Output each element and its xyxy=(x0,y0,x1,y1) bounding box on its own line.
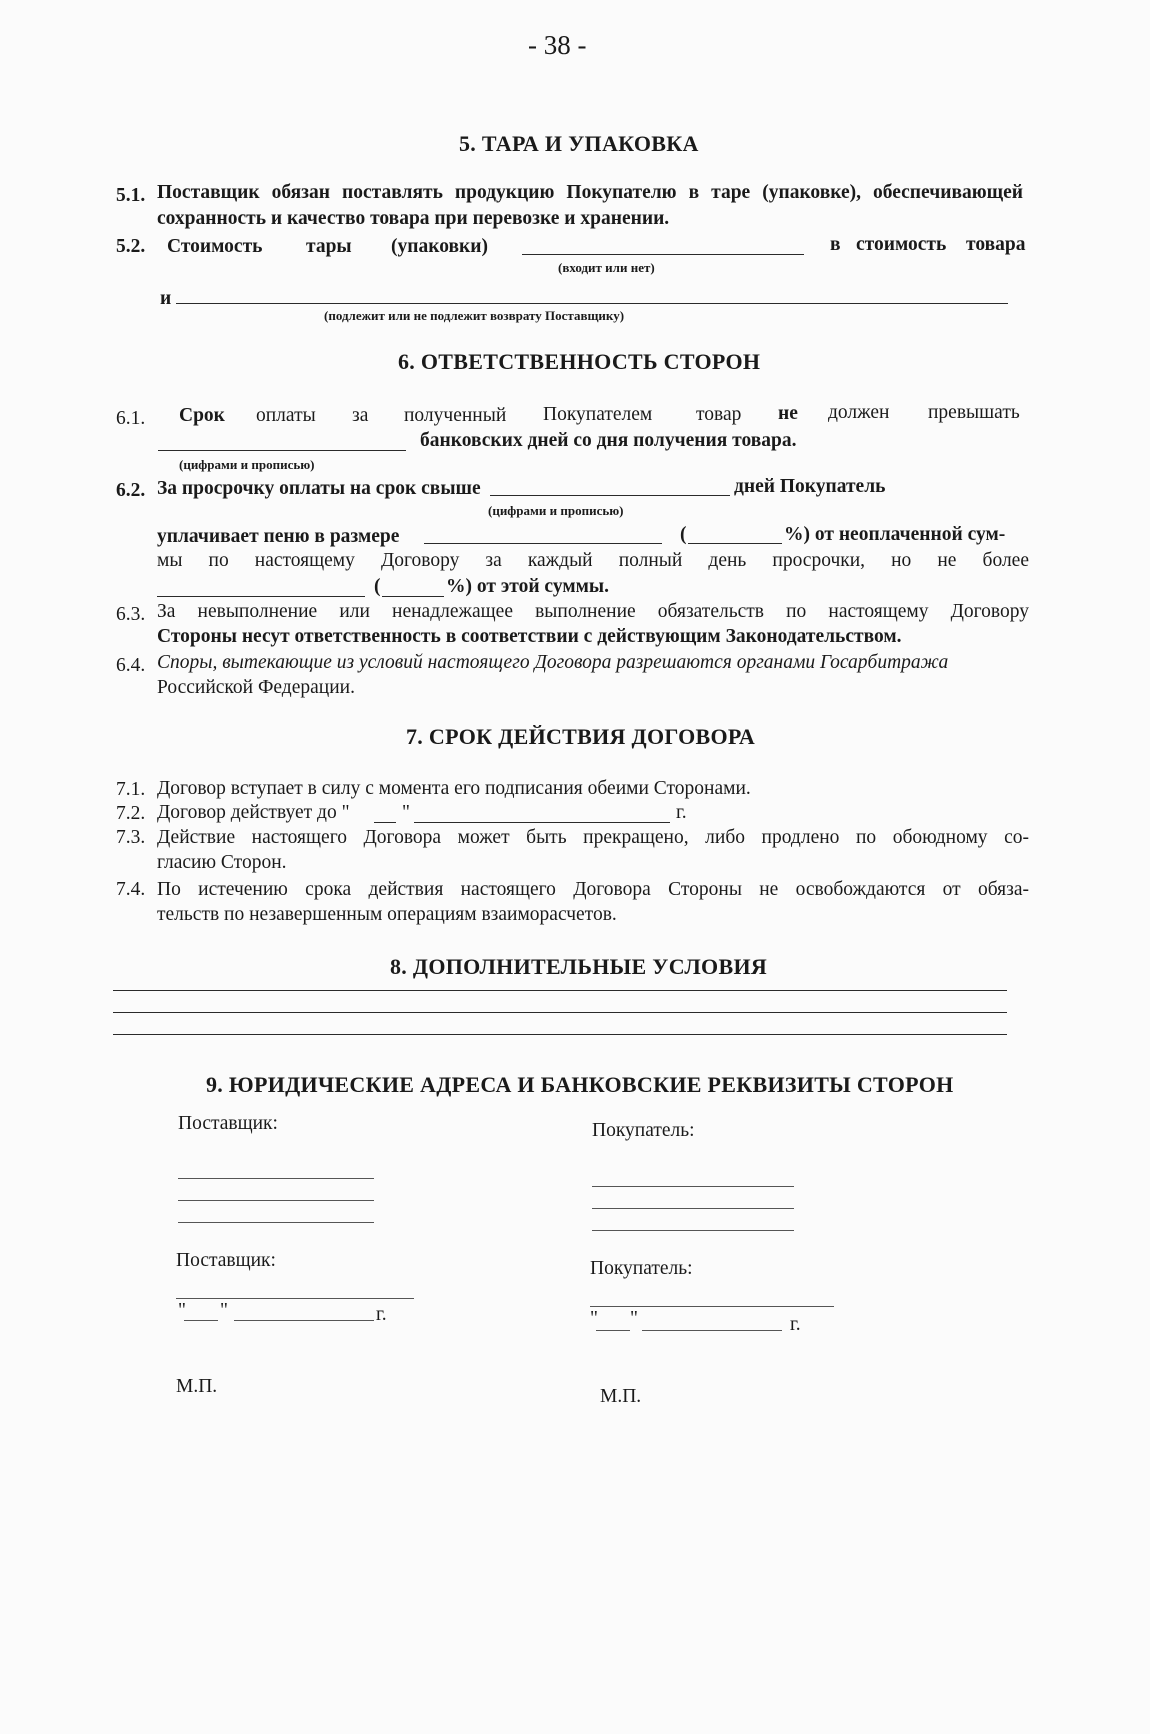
clause-5-1-line1: Поставщик обязан поставлять продукцию Покупателю в таре (упаковке), обеспечивающей xyxy=(157,182,1023,203)
supplier-stamp-label: М.П. xyxy=(176,1376,218,1397)
additional-terms-line-2[interactable] xyxy=(113,1012,1007,1013)
clause-6-3-number: 6.3. xyxy=(116,604,146,625)
buyer-date-quote-open: " xyxy=(590,1308,598,1329)
buyer-address-line-2[interactable] xyxy=(592,1208,794,1209)
clause-5-2-number: 5.2. xyxy=(116,236,146,257)
clause-6-2-number: 6.2. xyxy=(116,480,146,501)
clause-6-1-line2: банковских дней со дня получения товара. xyxy=(420,430,797,451)
supplier-signature-label: Поставщик: xyxy=(176,1250,276,1271)
clause-6-3-line2: Стороны несут ответственность в соответствии с действующим Законодательством. xyxy=(157,626,902,647)
supplier-date-year: г. xyxy=(376,1304,387,1325)
clause-6-1-word-6: товар xyxy=(696,404,742,425)
clause-7-3-line1: Действие настоящего Договора может быть прекращено, либо продлено по обоюдному со- xyxy=(157,827,1029,848)
clause-7-2-blank-day[interactable] xyxy=(374,822,396,823)
supplier-address-line-3[interactable] xyxy=(178,1222,374,1223)
clause-6-2-blank-days[interactable] xyxy=(490,495,730,496)
buyer-date-year: г. xyxy=(790,1314,801,1335)
additional-terms-line-1[interactable] xyxy=(113,990,1007,991)
supplier-label: Поставщик: xyxy=(178,1113,278,1134)
clause-7-2-quote-close: " xyxy=(402,802,410,823)
section-8-title: 8. ДОПОЛНИТЕЛЬНЫЕ УСЛОВИЯ xyxy=(390,954,768,979)
clause-6-2-blank-percent[interactable] xyxy=(688,543,782,544)
clause-7-2-number: 7.2. xyxy=(116,803,146,824)
clause-5-2-and: и xyxy=(160,288,172,309)
section-6-title: 6. ОТВЕТСТВЕННОСТЬ СТОРОН xyxy=(398,349,761,374)
clause-6-4-line1: Споры, вытекающие из условий настоящего Договора разрешаются органами Госарбитража xyxy=(157,652,949,673)
clause-6-1-word-9: превышать xyxy=(928,402,1020,423)
page-number: - 38 - xyxy=(528,30,587,60)
clause-6-2-line1: За просрочку оплаты на срок свыше xyxy=(157,478,481,499)
clause-5-2-word-cost: Стоимость xyxy=(167,236,263,257)
clause-7-3-line2: гласию Сторон. xyxy=(157,852,287,873)
clause-6-2-paren-open: ( xyxy=(680,524,687,545)
clause-6-2-line1-end: дней Покупатель xyxy=(734,476,886,497)
clause-5-2-word-price: стоимость xyxy=(856,234,947,255)
clause-6-2-paren-open-2: ( xyxy=(374,576,381,597)
clause-5-2-word-package: (упаковки) xyxy=(391,236,488,257)
clause-7-2-year-suffix: г. xyxy=(676,802,687,823)
additional-terms-line-3[interactable] xyxy=(113,1034,1007,1035)
clause-6-1-word-2: оплаты xyxy=(256,405,316,426)
buyer-address-line-1[interactable] xyxy=(592,1186,794,1187)
buyer-signature-line[interactable] xyxy=(590,1306,834,1307)
buyer-stamp-label: М.П. xyxy=(600,1386,642,1407)
clause-6-1-number: 6.1. xyxy=(116,408,146,429)
supplier-address-line-1[interactable] xyxy=(178,1178,374,1179)
clause-6-1-word-1: Срок xyxy=(179,405,225,426)
clause-6-4-line2: Российской Федерации. xyxy=(157,677,355,698)
clause-6-2-line2-end: %) от неоплаченной сум- xyxy=(784,524,1006,545)
clause-7-1-number: 7.1. xyxy=(116,779,146,800)
clause-6-2-note: (цифрами и прописью) xyxy=(488,503,624,518)
clause-7-4-line2: тельств по незавершенным операциям взаиморасчетов. xyxy=(157,904,617,925)
section-7-title: 7. СРОК ДЕЙСТВИЯ ДОГОВОРА xyxy=(406,724,756,749)
supplier-signature-line[interactable] xyxy=(176,1298,414,1299)
clause-6-2-blank-max-percent[interactable] xyxy=(382,596,444,597)
clause-6-4-number: 6.4. xyxy=(116,655,146,676)
clause-6-1-blank-days[interactable] xyxy=(158,450,406,451)
supplier-address-line-2[interactable] xyxy=(178,1200,374,1201)
clause-6-1-word-8: должен xyxy=(828,402,890,423)
clause-5-2-blank-return[interactable] xyxy=(176,303,1008,304)
clause-5-2-blank-included[interactable] xyxy=(522,254,804,255)
supplier-date-month[interactable] xyxy=(234,1320,374,1321)
supplier-date-quote-open: " xyxy=(178,1300,186,1321)
clause-7-2-text: Договор действует до " xyxy=(157,802,350,823)
clause-5-2-note-included: (входит или нет) xyxy=(558,260,655,275)
clause-7-4-number: 7.4. xyxy=(116,879,146,900)
clause-6-1-word-7: не xyxy=(778,403,798,424)
clause-6-2-blank-penalty[interactable] xyxy=(424,543,662,544)
buyer-address-line-3[interactable] xyxy=(592,1230,794,1231)
clause-5-1-line2: сохранность и качество товара при перевозке и хранении. xyxy=(157,208,670,229)
clause-5-1-number: 5.1. xyxy=(116,185,146,206)
clause-6-2-line3: мы по настоящему Договору за каждый полный день просрочки, но не более xyxy=(157,550,1029,571)
clause-5-2-word-in: в xyxy=(830,234,841,255)
clause-6-2-blank-max[interactable] xyxy=(157,596,365,597)
supplier-date-quote-close: " xyxy=(220,1300,228,1321)
clause-5-2-word-tare: тары xyxy=(306,236,352,257)
clause-6-1-word-3: за xyxy=(352,405,369,426)
section-5-title: 5. ТАРА И УПАКОВКА xyxy=(459,131,699,156)
clause-7-3-number: 7.3. xyxy=(116,827,146,848)
clause-7-1-text: Договор вступает в силу с момента его подписания обеими Сторонами. xyxy=(157,778,751,799)
clause-7-4-line1: По истечению срока действия настоящего Договора Стороны не освобождаются от обяза- xyxy=(157,879,1029,900)
buyer-date-month[interactable] xyxy=(642,1330,782,1331)
clause-6-2-line4-end: %) от этой суммы. xyxy=(446,576,609,597)
clause-7-2-blank-month-year[interactable] xyxy=(414,822,670,823)
clause-5-2-word-goods: товара xyxy=(966,234,1026,255)
buyer-date-quote-close: " xyxy=(630,1308,638,1329)
clause-6-2-line2: уплачивает пеню в размере xyxy=(157,526,400,547)
buyer-signature-label: Покупатель: xyxy=(590,1258,693,1279)
section-9-title: 9. ЮРИДИЧЕСКИЕ АДРЕСА И БАНКОВСКИЕ РЕКВИЗИТЫ СТОРОН xyxy=(206,1072,954,1097)
clause-6-1-word-4: полученный xyxy=(404,405,507,426)
supplier-date-day[interactable] xyxy=(184,1320,218,1321)
clause-6-1-note: (цифрами и прописью) xyxy=(179,457,315,472)
buyer-label: Покупатель: xyxy=(592,1120,695,1141)
clause-5-2-note-return: (подлежит или не подлежит возврату Поставщику) xyxy=(324,308,625,323)
clause-6-3-line1: За невыполнение или ненадлежащее выполнение обязательств по настоящему Договору xyxy=(157,601,1029,622)
buyer-date-day[interactable] xyxy=(596,1330,630,1331)
clause-6-1-word-5: Покупателем xyxy=(543,404,653,425)
